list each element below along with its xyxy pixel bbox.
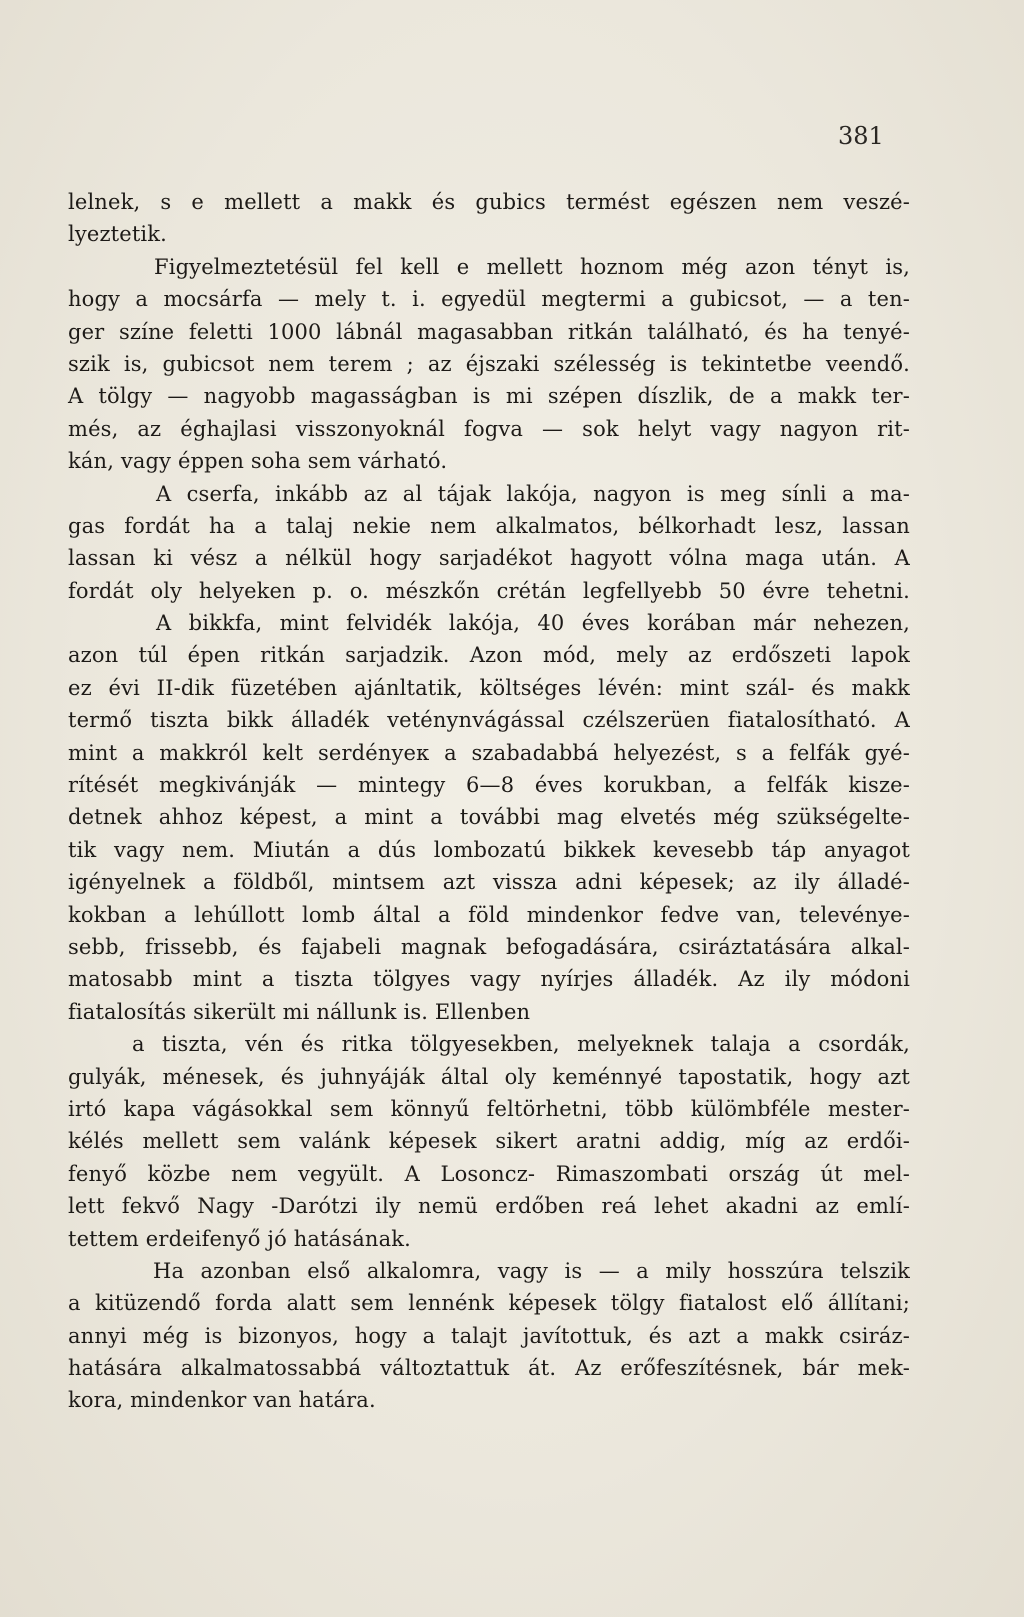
text-line: kora, mindenkor van határa. (68, 1388, 376, 1413)
body-text (68, 186, 910, 1417)
text-line: matosabb mint a tiszta tölgyes vagy nyírjes álladék. Az ily módoni (68, 967, 910, 992)
paragraph-first-line: a tiszta, vén és ritka tölgyesekben, melyeknek talaja a csordák, (132, 1032, 910, 1057)
text-line: fiatalosítás sikerült mi nállunk is. Ellenben (68, 999, 531, 1024)
text-line: tettem erdeifenyő jó hatásának. (68, 1226, 411, 1251)
paragraph-first-line: Figyelmeztetésül fel kell e mellett hoznom még azon tényt is, (154, 254, 910, 279)
text-line: ez évi II-dik füzetében ajánltatik, költséges lévén: mint szál- és makk (68, 675, 910, 700)
text-line: a kitüzendő forda alatt sem lennénk képesek tölgy fiatalost elő állítani; (68, 1291, 910, 1316)
text-line: detnek ahhoz képest, a mint a további mag elvetés még szükségelte- (68, 805, 910, 830)
text-line: szik is, gubicsot nem terem ; az éjszaki szélesség is tekintetbe veendő. (68, 351, 910, 376)
paragraph-first-line: A cserfa, inkább az al tájak lakója, nagyon is meg sínli a ma- (156, 481, 910, 506)
text-line: fordát oly helyeken p. o. mészkőn crétán legfellyebb 50 évre tehetni. (68, 578, 910, 603)
text-line: kán, vagy éppen soha sem várható. (68, 449, 448, 474)
text-line: gas fordát ha a talaj nekie nem alkalmatos, bélkorhadt lesz, lassan (68, 513, 910, 538)
text-line: termő tiszta bikk álladék veténynvágással czélszerüen fiatalosítható. A (68, 708, 910, 733)
text-line: hogy a mocsárfa — mely t. i. egyedül megtermi a gubicsot, — a ten- (68, 287, 910, 312)
text-line: azon túl épen ritkán sarjadzik. Azon mód, mely az erdőszeti lapok (68, 643, 910, 668)
text-line: igényelnek a földből, mintsem azt vissza adni képesek; az ily álladé- (68, 870, 910, 895)
text-line: lassan ki vész a nélkül hogy sarjadékot hagyott vólna maga után. A (68, 546, 910, 571)
text-line: annyi még is bizonyos, hogy a talajt javítottuk, és azt a makk csiráz- (68, 1323, 910, 1348)
text-line: A tölgy — nagyobb magasságban is mi szépen díszlik, de a makk ter- (68, 384, 910, 409)
text-line: gulyák, ménesek, és juhnyáják által oly keménnyé tapostatik, hogy azt (68, 1064, 910, 1089)
text-line: kokban a lehúllott lomb által a föld mindenkor fedve van, televénye- (68, 902, 910, 927)
paragraph-first-line: Ha azonban első alkalomra, vagy is — a mily hosszúra telszik (153, 1258, 910, 1283)
text-line: sebb, frissebb, és fajabeli magnak befogadására, csiráztatására alkal- (68, 934, 910, 959)
text-line: ger színe feletti 1000 lábnál magasabban ritkán található, és ha tenyé- (68, 319, 910, 344)
text-line: lett fekvő Nagy -Darótzi ily nemü erdőben reá lehet akadni az emlí- (68, 1194, 910, 1219)
text-line: tik vagy nem. Miután a dús lombozatú bikkek kevesebb táp anyagot (68, 837, 910, 862)
text-line: lelnek, s e mellett a makk és gubics termést egészen nem veszé- (68, 190, 910, 214)
text-line: fenyő közbe nem vegyült. A Losoncz- Rimaszombati ország út mel- (68, 1161, 910, 1186)
text-line: irtó kapa vágásokkal sem könnyű feltörhetni, több külömbféle mester- (68, 1096, 910, 1121)
text-line: kélés mellett sem valánk képesek sikert aratni addig, míg az erdői- (68, 1129, 910, 1154)
paragraph-first-line: A bikkfa, mint felvidék lakója, 40 éves korában már nehezen, (156, 611, 910, 636)
page-number: 381 (838, 122, 884, 150)
text-line: rítését megkivánják — mintegy 6—8 éves korukban, a felfák kisze- (68, 773, 910, 798)
text-line: lyeztetik. (68, 222, 167, 247)
text-line: més, az éghajlasi visszonyoknál fogva — sok helyt vagy nagyon rit- (68, 416, 910, 441)
text-line: hatására alkalmatossabbá változtattuk át. Az erőfeszítésnek, bár mek- (68, 1356, 910, 1381)
text-line: mint a makkról kelt serdényeк a szabadabbá helyezést, s a felfák gyé- (68, 740, 910, 765)
